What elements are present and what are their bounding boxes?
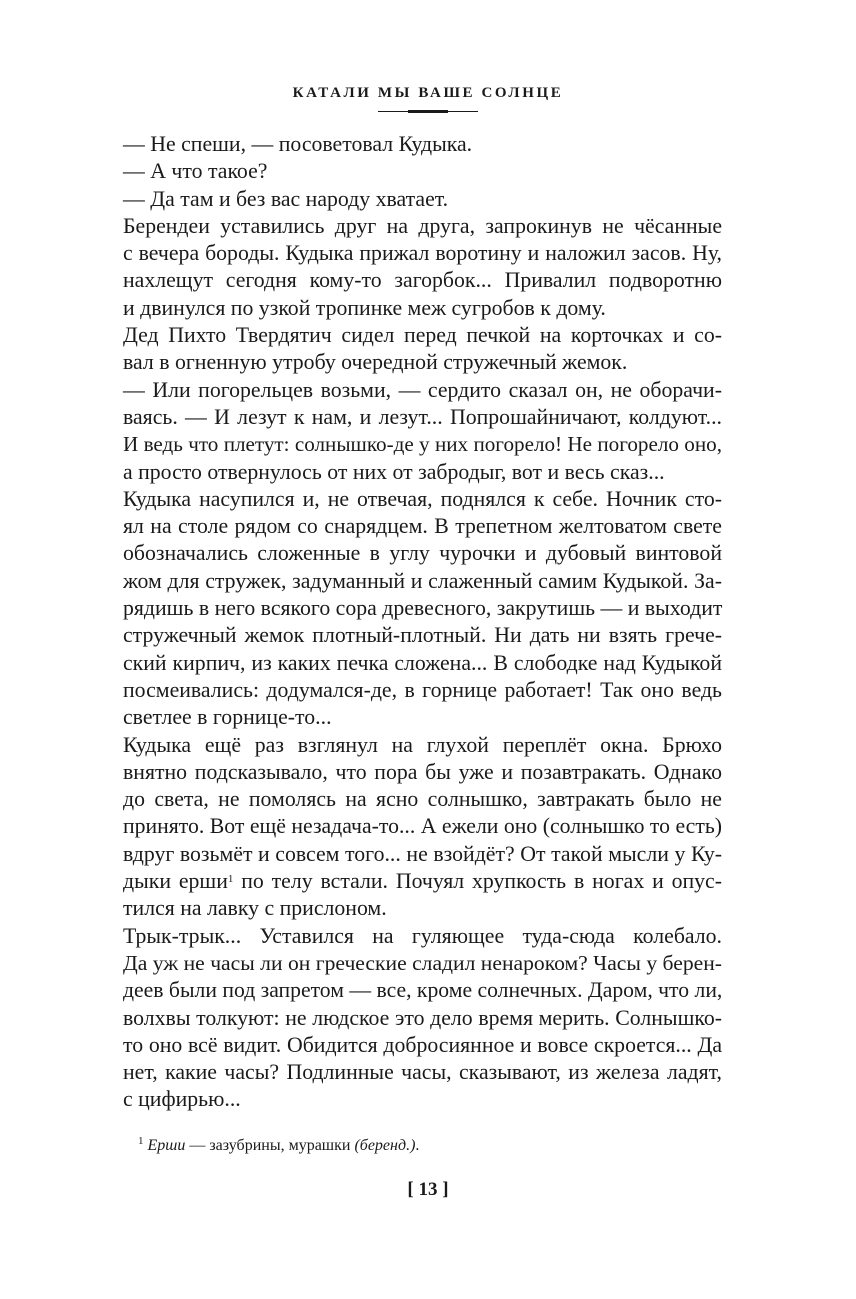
footnote-definition: — зазубрины, мурашки: [185, 1137, 355, 1154]
head-rule-ornament: [408, 110, 448, 113]
text-line: посмеивались: додумался-де, в горнице работает! Так оно ведь: [123, 677, 722, 702]
text-line: Трык-трык... Уставился на гуляющее туда-сюда колебало.: [123, 923, 722, 948]
footnote: [123, 1136, 722, 1156]
text-line: — Не спеши, — посоветовал Кудыка.: [123, 132, 473, 156]
text-line: Кудыка ещё раз взглянул на глухой переплёт окна. Брюхо: [123, 732, 722, 757]
text-line: И ведь что плетут: солнышко-де у них погорело! Не погорело оно,: [123, 432, 722, 457]
footnote-source: (беренд.): [354, 1137, 416, 1154]
text-line: то оно всё видит. Обидится добросиянное и вовсе скроется... Да: [123, 1032, 722, 1057]
text-line: тился на лавку с прислоном.: [123, 896, 387, 921]
text-line: — Или погорельцев возьми, — сердито сказал он, не оборачи-: [123, 377, 722, 402]
text-line: ял на столе рядом со снарядцем. В трепетном желтоватом свете: [123, 514, 722, 539]
text-line: ский кирпич, из каких печка сложена... В слободке над Кудыкой: [123, 650, 722, 675]
text-line: — Да там и без вас народу хватает.: [123, 186, 449, 211]
text-line: — А что такое?: [123, 159, 268, 184]
text-line: волхвы толкуют: не людское это дело время мерить. Солнышко-: [123, 1005, 722, 1030]
text-line: и двинулся по узкой тропинке меж сугробов к дому.: [123, 295, 606, 320]
footnote-marker: 1: [138, 1135, 144, 1147]
text-line: с цифирью...: [123, 1087, 241, 1112]
text-line: вал в огненную утробу очередной стружечный жемок.: [123, 350, 628, 375]
text-line: обозначались сложенные в углу чурочки и дубовый винтовой: [123, 541, 722, 566]
body-text: [123, 131, 722, 1114]
footnote-term: Ерши: [147, 1137, 186, 1154]
footnote-end: .: [415, 1137, 420, 1154]
text-line: вдруг возьмёт и совсем того... не взойдёт? От такой мысли у Ку-: [123, 841, 722, 866]
text-line: светлее в горнице-то...: [123, 705, 332, 730]
text-line: ваясь. — И лезут к нам, и лезут... Попрошайничают, колдуют...: [123, 404, 722, 429]
text-line: дыки ерши$^1$ по телу встали. Почуял хрупкость в ногах и опус-: [123, 869, 722, 894]
text-line: Кудыка насупился и, не отвечая, поднялся к себе. Ночник сто-: [123, 486, 722, 511]
text-line: деев были под запретом — все, кроме солнечных. Даром, что ли,: [123, 978, 723, 1003]
text-line: до света, не помолясь на ясно солнышко, завтракать было не: [123, 787, 722, 812]
text-line: с вечера бороды. Кудыка прижал воротину и наложил засов. Ну,: [123, 241, 722, 266]
text-line: а просто отвернулось от них от забродыг, вот и весь сказ...: [123, 459, 665, 484]
text-line: внятно подсказывало, что пора бы уже и позавтракать. Однако: [123, 759, 722, 784]
text-line: рядишь в него всякого сора древесного, закрутишь — и выходит: [123, 596, 723, 621]
text-line: принято. Вот ещё незадача-то... А ежели оно (солнышко то есть): [123, 814, 722, 839]
text-line: Да уж не часы ли он греческие сладил ненароком? Часы у берен-: [123, 950, 722, 975]
running-head: КАТАЛИ МЫ ВАШЕ СОЛНЦЕ: [292, 85, 564, 101]
text-line: стружечный жемок плотный-плотный. Ни дать ни взять грече-: [123, 623, 722, 648]
text-line: Берендеи уставились друг на друга, запрокинув не чёсанные: [123, 213, 722, 238]
footnote-ref: 1: [227, 873, 234, 886]
text-line: Дед Пихто Твердятич сидел перед печкой на корточках и со-: [123, 323, 722, 348]
text-line: нахлещут сегодня кому-то загорбок... Привалил подворотню: [123, 268, 722, 293]
text-line: нет, какие часы? Подлинные часы, сказывают, из железа ладят,: [123, 1060, 722, 1085]
page-number: [ 13 ]: [407, 1179, 449, 1200]
text-line: жом для стружек, задуманный и слаженный самим Кудыкой. За-: [123, 568, 722, 593]
